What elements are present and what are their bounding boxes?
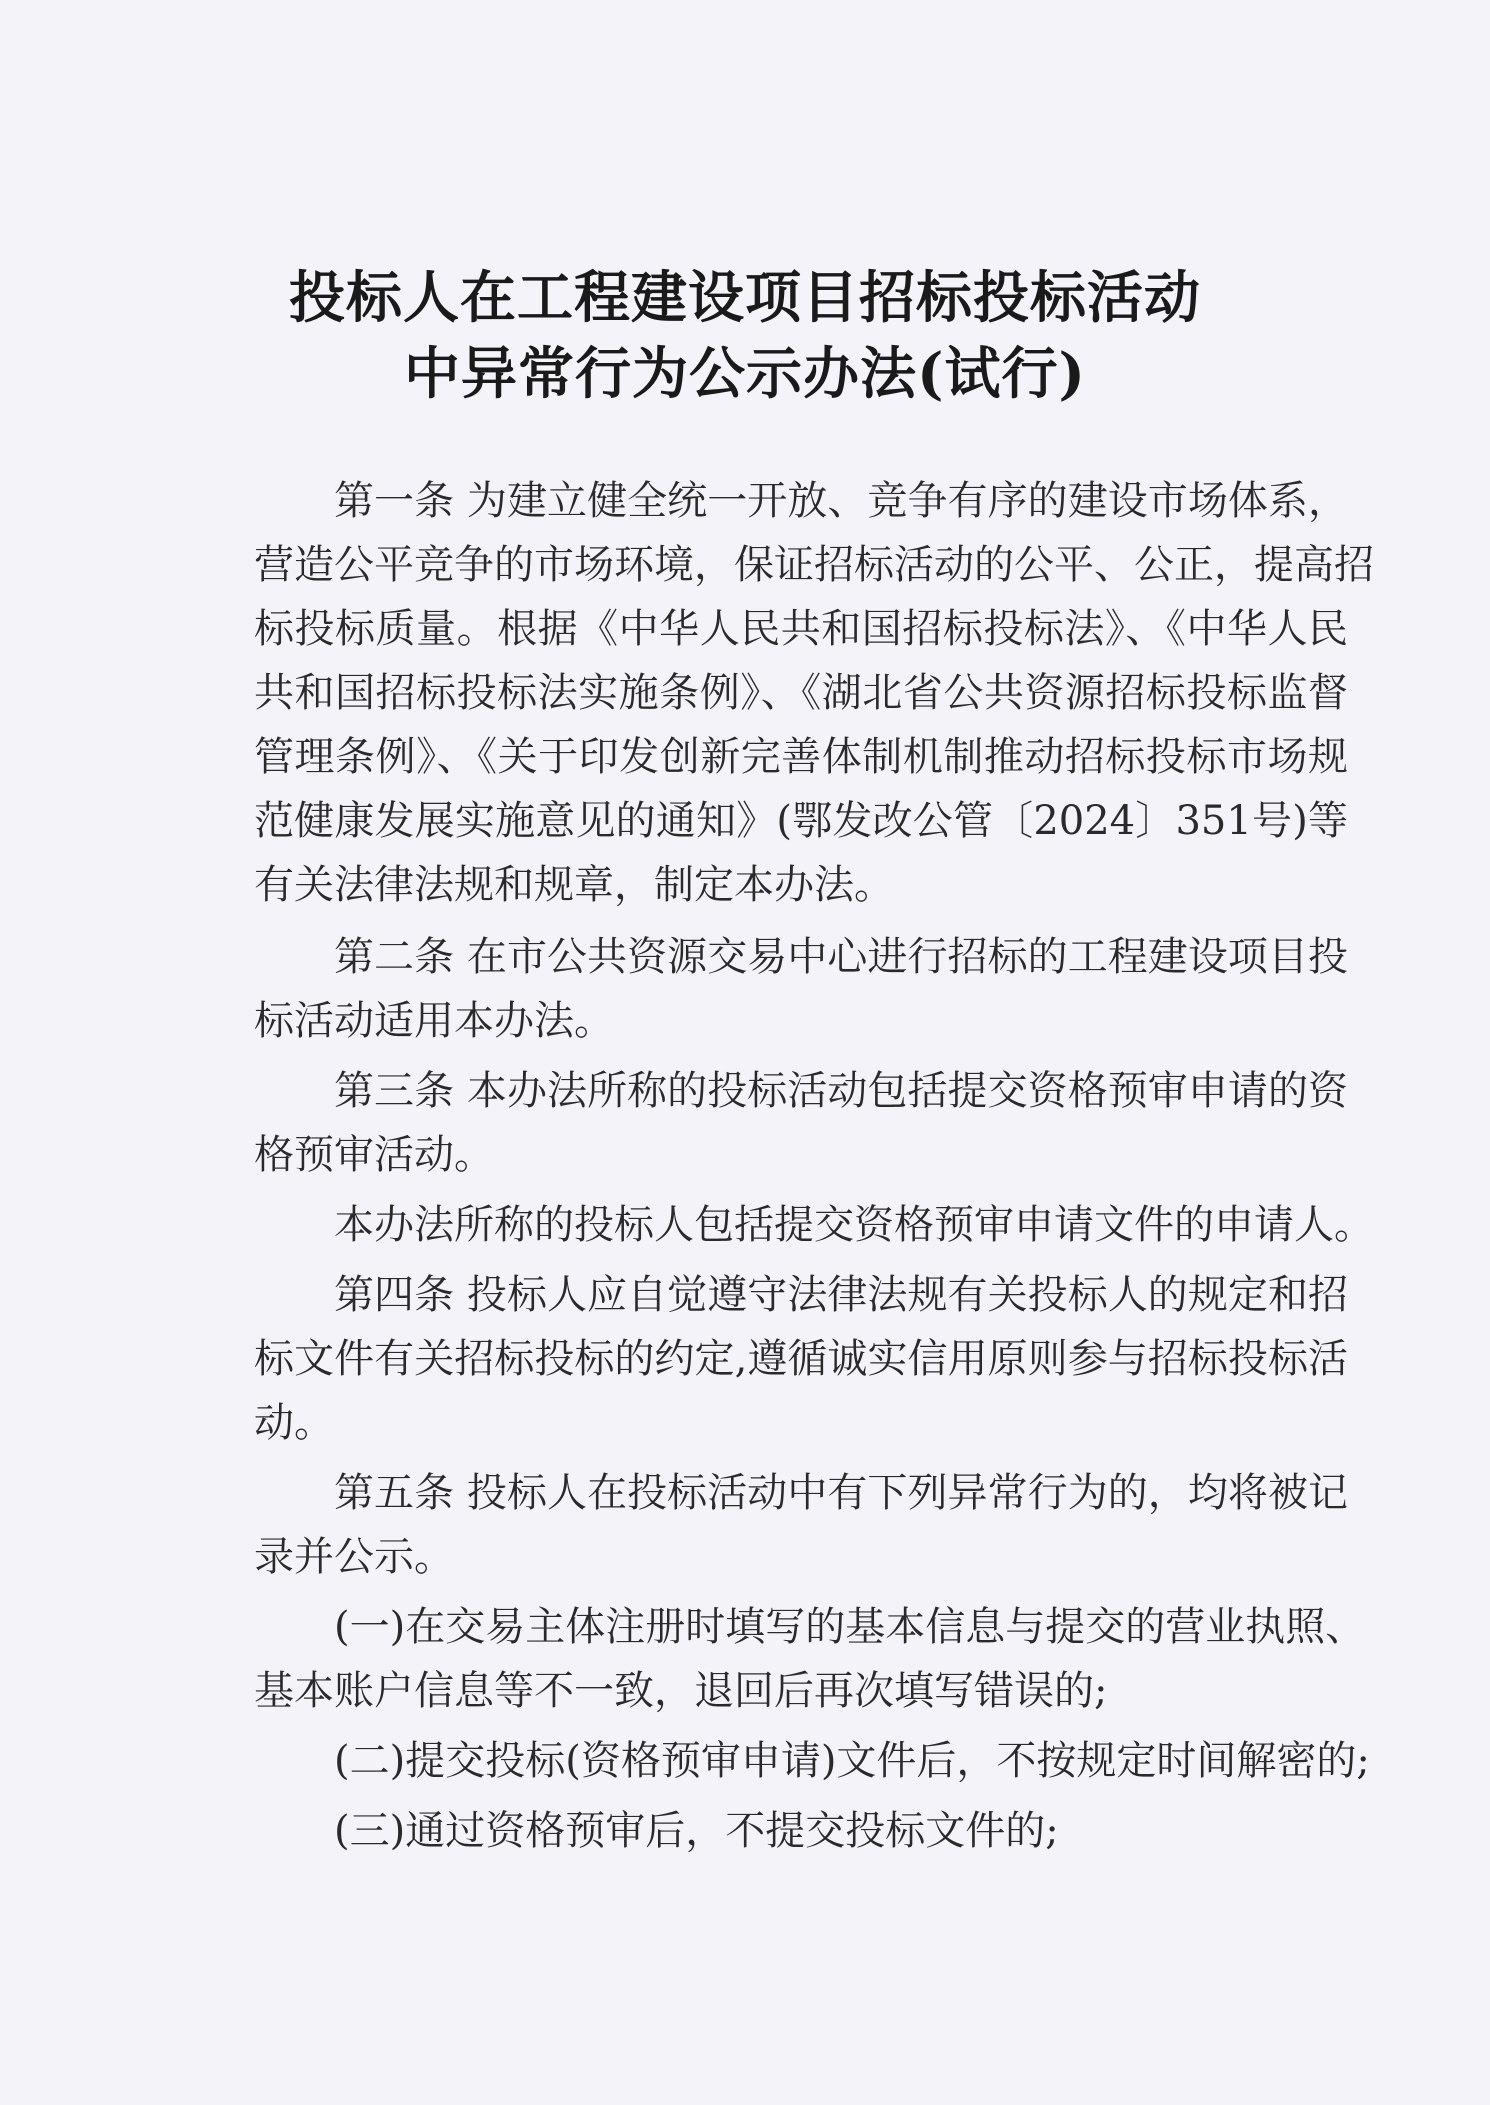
article-4-line-3: 动。 [254,1400,334,1446]
article-1-line-5: 管理条例》、《关于印发创新完善体制机制推动招标投标市场规 [254,734,1348,780]
article-1-line-3: 标投标质量。根据《中华人民共和国招标投标法》、《中华人民 [254,606,1348,652]
article-4-line-2: 标文件有关招标投标的约定,遵循诚实信用原则参与招标投标活 [254,1336,1348,1382]
article-2-line-2: 标活动适用本办法。 [254,998,614,1044]
item-3: (三)通过资格预审后，不提交投标文件的; [334,1808,1059,1854]
document-title-line-2: 中异常行为公示办法(试行) [404,341,1086,407]
article-1-line-2: 营造公平竞争的市场环境，保证招标活动的公平、公正，提高招 [254,542,1374,588]
document-title-line-1: 投标人在工程建设项目招标投标活动 [289,265,1201,331]
article-5-line-2: 录并公示。 [254,1534,454,1580]
article-4-line-1: 第四条 投标人应自觉遵守法律法规有关投标人的规定和招 [334,1272,1348,1318]
article-1-line-6: 范健康发展实施意见的通知》(鄂发改公管〔2024〕351号)等 [254,798,1348,844]
article-5-line-1: 第五条 投标人在投标活动中有下列异常行为的，均将被记 [334,1470,1348,1516]
item-2: (二)提交投标(资格预审申请)文件后，不按规定时间解密的; [334,1738,1370,1784]
article-1-line-4: 共和国招标投标法实施条例》、《湖北省公共资源招标投标监督 [254,670,1348,716]
article-2-line-1: 第二条 在市公共资源交易中心进行招标的工程建设项目投 [334,934,1348,980]
item-1-line-2: 基本账户信息等不一致，退回后再次填写错误的; [254,1668,1108,1714]
item-1-line-1: (一)在交易主体注册时填写的基本信息与提交的营业执照、 [334,1604,1366,1650]
article-1-line-7: 有关法律法规和规章，制定本办法。 [254,862,894,908]
article-1-line-1: 第一条 为建立健全统一开放、竞争有序的建设市场体系， [334,478,1348,524]
article-3-line-2: 格预审活动。 [254,1132,494,1178]
article-3-line-1: 第三条 本办法所称的投标活动包括提交资格预审申请的资 [334,1068,1348,1114]
article-3-paragraph-2: 本办法所称的投标人包括提交资格预审申请文件的申请人。 [334,1202,1374,1248]
